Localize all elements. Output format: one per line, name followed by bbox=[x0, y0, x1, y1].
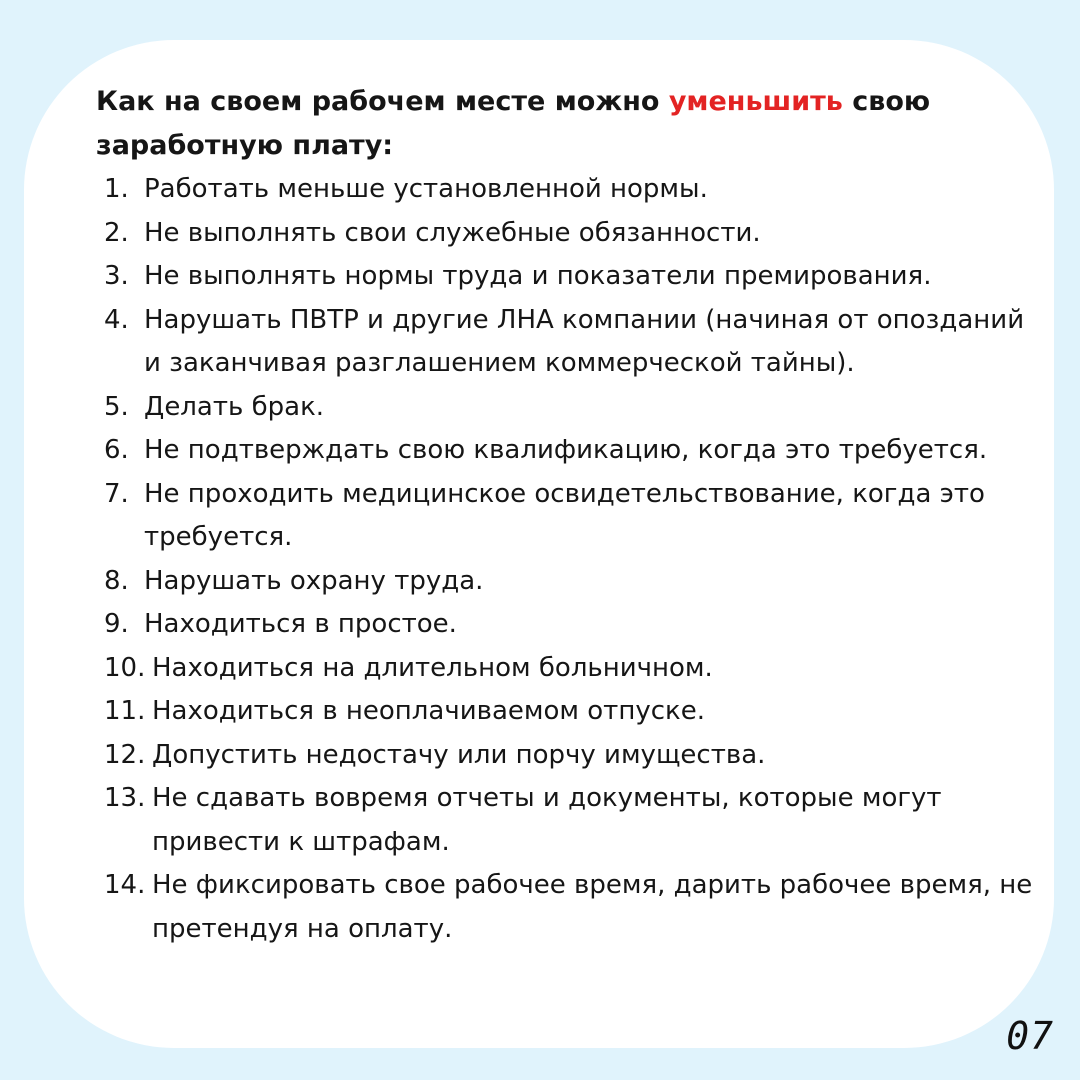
list-item bbox=[104, 473, 1044, 560]
list-item bbox=[104, 734, 1044, 778]
list-item bbox=[104, 560, 1044, 604]
item-text: Находиться в неоплачиваемом отпуске. bbox=[152, 696, 705, 726]
item-number: 3. bbox=[104, 261, 129, 291]
item-text: Работать меньше установленной нормы. bbox=[144, 174, 708, 204]
title-prefix: Как на своем рабочем месте можно bbox=[96, 86, 669, 117]
item-number: 2. bbox=[104, 217, 129, 248]
item-number: 7. bbox=[104, 478, 129, 509]
item-number: 10. bbox=[104, 652, 146, 683]
item-number: 11. bbox=[104, 696, 146, 726]
item-number: 9. bbox=[104, 609, 129, 639]
item-text: Не фиксировать свое рабочее время, дарить рабочее время, не претендуя на оплату. bbox=[152, 870, 1033, 944]
item-number: 6. bbox=[104, 435, 129, 465]
item-text: Находиться на длительном больничном. bbox=[152, 652, 713, 683]
item-number: 4. bbox=[104, 304, 129, 335]
list-item bbox=[104, 386, 1044, 430]
item-text: Нарушать охрану труда. bbox=[144, 565, 484, 596]
item-number: 13. bbox=[104, 783, 146, 813]
item-number: 5. bbox=[104, 391, 129, 422]
item-number: 1. bbox=[104, 174, 129, 204]
item-text: Не выполнять нормы труда и показатели премирования. bbox=[144, 261, 932, 291]
title-suffix: свою заработную плату: bbox=[96, 86, 931, 161]
item-text: Нарушать ПВТР и другие ЛНА компании (начиная от опозданий и заканчивая разглашением коммерческой тайны). bbox=[144, 304, 1025, 378]
item-number: 14. bbox=[104, 870, 146, 900]
list-item bbox=[104, 647, 1044, 691]
item-text: Не подтверждать свою квалификацию, когда это требуется. bbox=[144, 435, 988, 465]
item-text: Не выполнять свои служебные обязанности. bbox=[144, 217, 761, 248]
list-item bbox=[104, 212, 1044, 256]
item-text: Не сдавать вовремя отчеты и документы, которые могут привести к штрафам. bbox=[152, 783, 942, 857]
list-item bbox=[104, 603, 1044, 647]
list-item bbox=[104, 299, 1044, 386]
page-number: 07 bbox=[1006, 1014, 1054, 1058]
item-text: Допустить недостачу или порчу имущества. bbox=[152, 739, 766, 770]
item-number: 12. bbox=[104, 739, 146, 770]
item-number: 8. bbox=[104, 565, 129, 596]
list-item bbox=[104, 255, 1044, 299]
page-title bbox=[96, 80, 996, 168]
item-text: Находиться в простое. bbox=[144, 609, 457, 639]
list-item bbox=[104, 777, 1044, 864]
list-item bbox=[104, 690, 1044, 734]
list-item bbox=[104, 864, 1044, 951]
item-text: Делать брак. bbox=[144, 391, 325, 422]
reasons-list bbox=[104, 168, 1044, 951]
list-item bbox=[104, 168, 1044, 212]
title-accent-word: уменьшить bbox=[668, 86, 843, 117]
item-text: Не проходить медицинское освидетельствование, когда это требуется. bbox=[144, 478, 985, 552]
list-item bbox=[104, 429, 1044, 473]
